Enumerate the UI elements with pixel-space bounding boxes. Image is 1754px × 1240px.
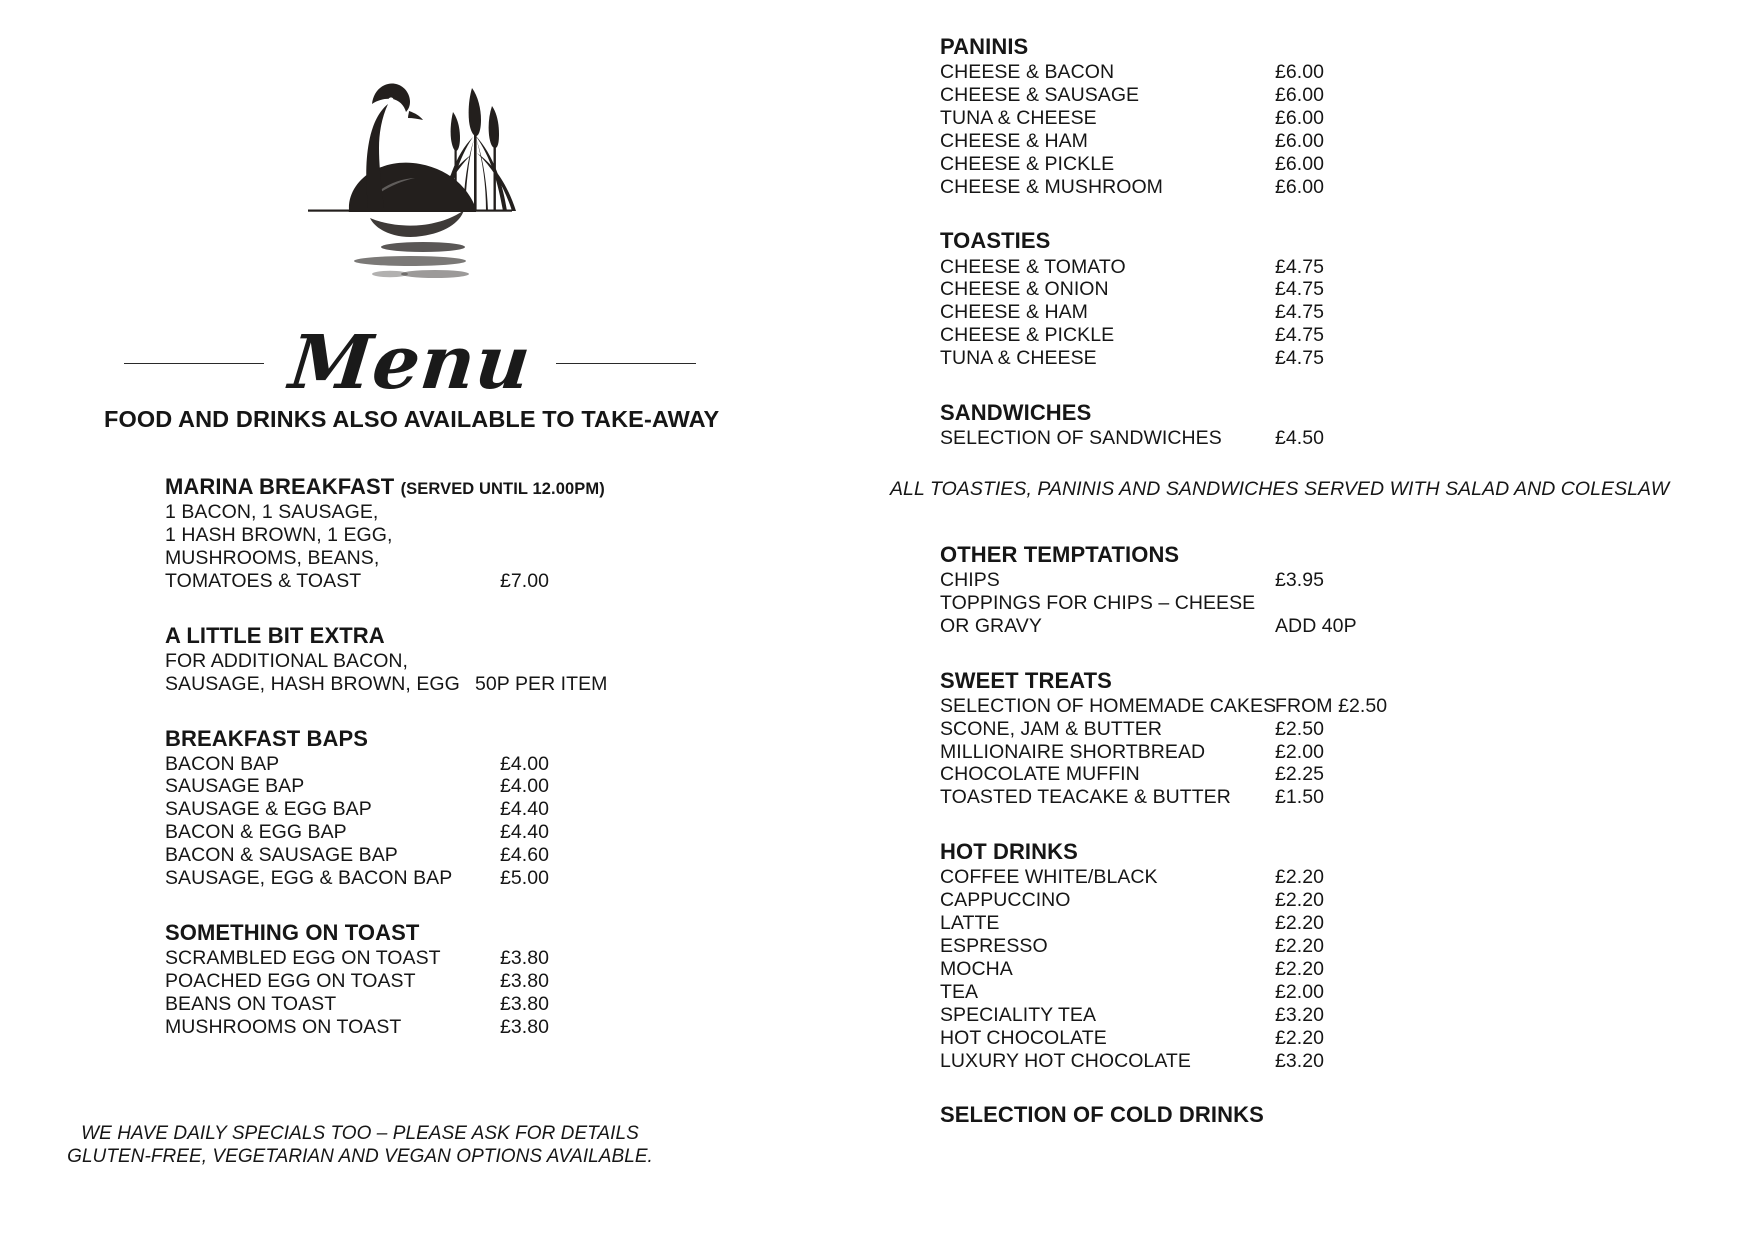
menu-row [940,1004,1460,1027]
item-name: TOPPINGS FOR CHIPS – CHEESE [940,591,1256,614]
item-name: SELECTION OF HOMEMADE CAKES [940,694,1277,717]
item-name: CHEESE & TOMATO [940,255,1126,278]
item-name: SCRAMBLED EGG ON TOAST [165,947,441,969]
menu-row [940,324,1460,347]
section-heading-text: A LITTLE BIT EXTRA [165,622,385,648]
item-name: CHEESE & HAM [940,129,1088,152]
served-with-note: ALL TOASTIES, PANINIS AND SANDWICHES SERVED WITH SALAD AND COLESLAW [890,477,1670,500]
dietary-options-note: GLUTEN-FREE, VEGETARIAN AND VEGAN OPTIONS AVAILABLE. [67,1146,653,1168]
item-price: £3.20 [1275,1003,1325,1026]
item-price: £5.00 [500,867,550,890]
menu-row [165,672,608,696]
item-price: £4.75 [1275,324,1325,347]
item-price: £4.75 [1275,278,1325,301]
item-price: £2.00 [1275,980,1325,1003]
page-title: Menu [285,320,535,406]
section-breakfast-baps [165,724,595,890]
menu-row [940,130,1460,153]
menu-row [165,570,595,593]
menu-row [940,741,1460,764]
item-price: £4.60 [500,844,550,867]
item-price: £3.80 [500,969,550,992]
item-name: MILLIONAIRE SHORTBREAD [940,740,1206,763]
menu-row [940,981,1460,1004]
right-menu-sections [890,32,1670,1130]
daily-specials-note: WE HAVE DAILY SPECIALS TOO – PLEASE ASK FOR DETAILS [81,1123,639,1144]
section-marina-breakfast [165,472,605,593]
menu-row [940,278,1460,301]
section-heading-sub: (SERVED UNTIL 12.00PM) [400,480,605,498]
item-price: £3.80 [500,992,550,1015]
item-price: £3.80 [500,1015,550,1038]
section-heading [165,724,595,753]
item-name: TUNA & CHEESE [940,106,1097,129]
section-hot-drinks [940,837,1460,1072]
menu-row [940,256,1460,279]
item-price: £4.50 [1275,427,1325,450]
cold-drinks-heading: SELECTION OF COLD DRINKS [940,1102,1264,1128]
menu-row [940,592,1460,615]
item-name: CHEESE & PICKLE [940,152,1115,175]
item-price: £6.00 [1275,152,1325,175]
item-price: £2.20 [1275,1026,1325,1049]
menu-row [165,775,595,798]
item-price: £2.20 [1275,957,1325,980]
section-heading-text: HOT DRINKS [940,839,1078,865]
menu-row [940,718,1460,741]
section-heading [940,837,1460,866]
section-heading-text: BREAKFAST BAPS [165,725,369,751]
menu-row [940,1050,1460,1073]
item-name: SELECTION OF SANDWICHES [940,427,1222,450]
item-price: £3.95 [1275,569,1325,591]
item-price: £3.20 [1275,1049,1325,1072]
item-name: 1 HASH BROWN, 1 EGG, [165,523,393,546]
item-price: £4.75 [1275,301,1325,324]
menu-row [165,1016,595,1039]
item-name: SAUSAGE, HASH BROWN, EGG [165,672,460,695]
menu-row [940,866,1460,889]
item-name: MOCHA [940,957,1013,980]
section-toasties [940,226,1460,370]
item-price: £1.50 [1275,786,1325,809]
menu-row [940,1027,1460,1050]
menu-row [940,347,1460,370]
item-name: SAUSAGE & EGG BAP [165,798,372,821]
menu-row [940,301,1460,324]
section-heading-text: TOASTIES [940,228,1051,254]
item-name: SAUSAGE BAP [165,775,305,798]
menu-row [940,569,1460,592]
item-name: CHEESE & BACON [940,61,1115,84]
item-name: MUSHROOMS ON TOAST [165,1015,402,1038]
section-heading-text: SOMETHING ON TOAST [165,919,420,945]
item-price: £2.00 [1275,740,1325,763]
logo-area [0,48,820,298]
menu-row [940,84,1460,107]
menu-row [940,107,1460,130]
item-name: TOMATOES & TOAST [165,569,362,592]
takeaway-note: FOOD AND DRINKS ALSO AVAILABLE TO TAKE-AWAY [104,406,720,432]
item-price: £4.40 [500,798,550,821]
item-name: BACON & SAUSAGE BAP [165,844,398,867]
item-name: LATTE [940,912,1000,935]
section-paninis [940,32,1460,198]
section-heading-text: SWEET TREATS [940,667,1112,693]
title-rule-left [124,363,264,364]
menu-row [940,912,1460,935]
section-heading [940,666,1460,695]
swan-logo-icon [260,48,560,298]
item-name: LUXURY HOT CHOCOLATE [940,1049,1191,1072]
menu-row [940,153,1460,176]
section-heading [165,472,605,501]
item-price: £2.20 [1275,866,1325,889]
menu-row [165,867,595,890]
section-heading [165,918,595,947]
item-price: £6.00 [1275,106,1325,129]
item-price: £2.20 [1275,889,1325,912]
menu-row [165,524,595,547]
menu-row [940,786,1460,809]
item-name: CHOCOLATE MUFFIN [940,763,1140,786]
menu-row [165,650,595,673]
menu-row [165,993,595,1016]
menu-row [165,844,595,867]
menu-row [940,889,1460,912]
item-price: £2.50 [1275,717,1325,740]
item-price: £2.20 [1275,935,1325,958]
section-sweet-treats [940,666,1460,810]
item-price: £4.75 [1275,255,1325,278]
menu-row [165,970,595,993]
menu-row [165,821,595,844]
item-price: FROM £2.50 [1275,694,1388,717]
item-name: TUNA & CHEESE [940,347,1097,370]
menu-row [165,547,595,570]
menu-row [940,935,1460,958]
item-name: 1 BACON, 1 SAUSAGE, [165,501,379,524]
item-name: CHEESE & PICKLE [940,324,1115,347]
section-heading [940,32,1460,61]
right-column [880,0,1754,1240]
item-name: BACON & EGG BAP [165,821,347,844]
menu-row [940,176,1460,199]
section-heading-text: OTHER TEMPTATIONS [940,541,1180,567]
item-price: £3.80 [500,947,550,969]
item-name: SAUSAGE, EGG & BACON BAP [165,867,453,890]
item-name: TOASTED TEACAKE & BUTTER [940,786,1231,809]
item-name: CAPPUCCINO [940,889,1071,912]
item-name: SCONE, JAM & BUTTER [940,717,1162,740]
menu-row [165,753,595,776]
item-price: £4.00 [500,752,550,775]
section-heading [165,621,595,650]
menu-row [940,695,1460,718]
item-name: BEANS ON TOAST [165,992,337,1015]
item-price: £6.00 [1275,83,1325,106]
item-price: £7.00 [500,569,550,592]
item-name: OR GRAVY [940,614,1042,637]
item-name: BACON BAP [165,752,280,775]
item-name: ESPRESSO [940,935,1048,958]
item-name: COFFEE WHITE/BLACK [940,866,1158,889]
menu-row [940,615,1460,638]
item-name: TEA [940,980,979,1003]
item-name: CHEESE & MUSHROOM [940,175,1163,198]
item-price: £6.00 [1275,175,1325,198]
section-sandwiches [940,398,1460,450]
item-price: £6.00 [1275,61,1325,84]
item-name: POACHED EGG ON TOAST [165,969,416,992]
menu-row [940,427,1460,450]
item-name: CHEESE & ONION [940,278,1109,301]
item-price: 50P PER ITEM [475,672,608,695]
section-a-little-bit-extra [165,621,608,696]
item-name: CHIPS [940,569,1000,591]
item-name: MUSHROOMS, BEANS, [165,546,380,569]
item-price: £6.00 [1275,129,1325,152]
menu-row [940,763,1460,786]
menu-row [940,61,1460,84]
item-price: £4.40 [500,821,550,844]
item-name: CHEESE & HAM [940,301,1088,324]
section-heading-text: SANDWICHES [940,400,1092,426]
menu-row [940,958,1460,981]
section-something-on-toast [165,918,595,1039]
menu-row [165,501,595,524]
served-with-note-wrap [890,477,1670,522]
section-heading-text: MARINA BREAKFAST [165,474,395,499]
item-price: £2.25 [1275,763,1325,786]
menu-row [165,947,595,970]
section-heading [940,226,1460,255]
section-heading-text: PANINIS [940,34,1029,59]
menu-title-row [0,320,820,406]
item-price: £4.00 [500,775,550,798]
section-cold-drinks [940,1100,1460,1129]
item-price: ADD 40P [1275,614,1357,637]
section-heading [940,540,1460,569]
item-name: FOR ADDITIONAL BACON, [165,649,409,672]
item-price: £4.75 [1275,347,1325,370]
item-name: HOT CHOCOLATE [940,1026,1107,1049]
item-name: SPECIALITY TEA [940,1003,1097,1026]
title-rule-right [556,363,696,364]
item-name: CHEESE & SAUSAGE [940,83,1140,106]
section-heading [940,398,1460,427]
item-price: £2.20 [1275,912,1325,935]
section-other-temptations [940,540,1460,638]
left-footer-notes [0,1122,720,1168]
menu-row [165,798,595,821]
left-menu-sections [165,472,608,1039]
